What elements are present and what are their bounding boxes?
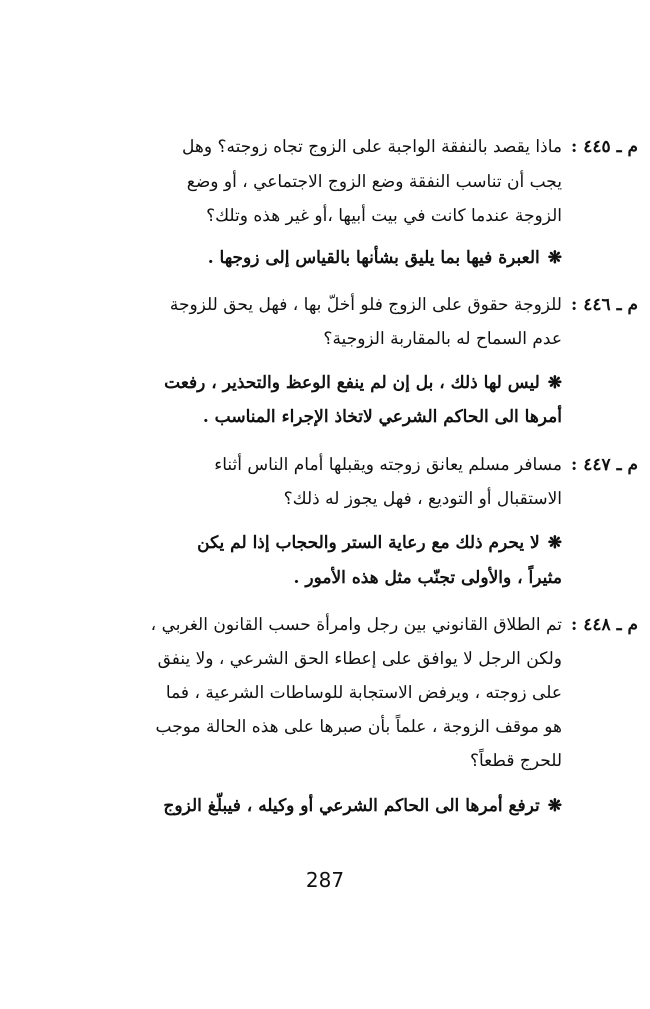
question-label: م ـ ٤٤٧ : (571, 455, 638, 475)
question-label: م ـ ٤٤٥ : (571, 137, 638, 157)
question-line: للحرج قطعاً؟ (469, 751, 562, 771)
question-line: عدم السماح له بالمقاربة الزوجية؟ (323, 329, 562, 349)
answer-line: ❋ترفع أمرها الى الحاكم الشرعي أو وكيله ، فيبلّغ الزوج (163, 793, 562, 819)
question-line: يجب أن تناسب النفقة وضع الزوج الاجتماعي ، أو وضع (186, 172, 562, 192)
question-line: على زوجته ، ويرفض الاستجابة للوساطات الشرعية ، فما (165, 683, 562, 703)
question-line: ولكن الرجل لا يوافق على إعطاء الحق الشرعي ، ولا ينفق (157, 649, 562, 669)
star-icon: ❋ (547, 796, 562, 816)
question-line: تم الطلاق القانوني بين رجل وامرأة حسب القانون الغربي ، (150, 615, 562, 635)
answer-line: أمرها الى الحاكم الشرعي لاتخاذ الإجراء المناسب . (202, 407, 562, 427)
answer-line: مثيراً ، والأولى تجنّب مثل هذه الأمور . (293, 568, 562, 588)
question-line: مسافر مسلم يعانق زوجته ويقبلها أمام الناس أثناء (214, 455, 562, 475)
question-line: الاستقبال أو التوديع ، فهل يجوز له ذلك؟ (283, 489, 562, 509)
question-line: هو موقف الزوجة ، علماً بأن صبرها على هذه الحالة موجب (155, 717, 562, 737)
star-icon: ❋ (547, 533, 562, 553)
star-icon: ❋ (547, 248, 562, 268)
star-icon: ❋ (547, 373, 562, 393)
answer-line: ❋ليس لها ذلك ، بل إن لم ينفع الوعظ والتحذير ، رفعت (164, 370, 562, 396)
answer-line: ❋لا يحرم ذلك مع رعاية الستر والحجاب إذا لم يكن (197, 530, 562, 556)
question-label: م ـ ٤٤٦ : (571, 295, 638, 315)
question-line: الزوجة عندما كانت في بيت أبيها ،أو غير هذه وتلك؟ (206, 206, 562, 226)
question-label: م ـ ٤٤٨ : (571, 615, 638, 635)
question-line: للزوجة حقوق على الزوج فلو أخلّ بها ، فهل يحق للزوجة (169, 295, 562, 315)
page-number: 287 (305, 868, 345, 892)
answer-line: ❋العبرة فيها بما يليق بشأنها بالقياس إلى زوجها . (208, 245, 562, 271)
question-line: ماذا يقصد بالنفقة الواجبة على الزوج تجاه زوجته؟ وهل (182, 137, 562, 157)
